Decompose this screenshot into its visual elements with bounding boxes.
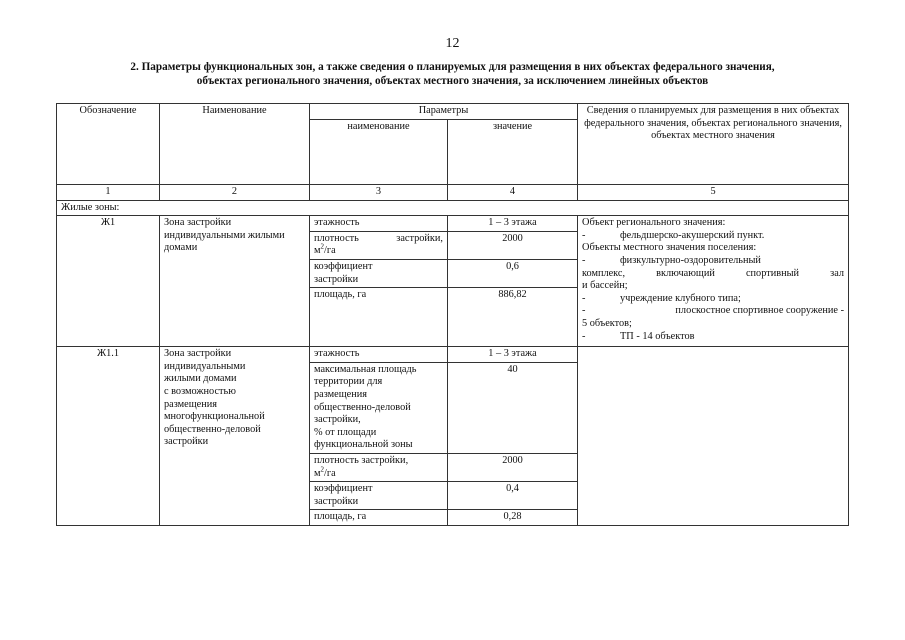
info-bullet: - учреждение клубного типа; [582,292,741,304]
heading-line-2: объектах регионального значения, объектах местного значения, за исключением линейных объектов [196,75,709,87]
param-name: площадь, га [310,288,448,347]
column-number: 3 [310,185,448,201]
page-number: 12 [445,36,460,51]
column-number: 5 [578,185,849,201]
zone-name: Зона застройки индивидуальными жилыми домами [160,216,310,347]
param-value: 1 – 3 этажа [448,216,578,232]
param-value: 0,28 [448,510,578,526]
header-info: Сведения о планируемых для размещения в них объектах федерального значения, объектах регионального значения, объектах местного значения [578,104,849,185]
heading-line-1: 2. Параметры функциональных зон, а также сведения о планируемых для размещения в них объектах федерального значения, [130,61,775,73]
zone-name: Зона застройки индивидуальными жилыми домами с возможностью размещения многофункциональной общественно-деловой застройки [160,347,310,526]
info-bullet: - ТП - 14 объектов [582,330,695,342]
zone-info [578,216,849,347]
info-line: 5 объектов; [582,317,632,329]
table-row [57,216,849,232]
header-designation: Обозначение [57,104,160,185]
info-bullet: - плоскостное спортивное сооружение - [582,305,845,317]
section-title: Жилые зоны: [57,200,849,216]
param-name: плотность застройки, $м^2/га$ [310,453,448,481]
local-title: Объекты местного значения поселения: [582,242,757,254]
param-value: 2000 [448,453,578,481]
param-value: 0,4 [448,482,578,510]
header-param-value: значение [448,120,578,185]
info-line: и бассейн; [582,280,628,292]
table-header-row [57,104,849,120]
param-name: площадь, га [310,510,448,526]
header-parameters: Параметры [310,104,578,120]
info-bullet: - физкультурно-оздоровительный [582,254,761,266]
param-value: 40 [448,362,578,453]
column-number: 1 [57,185,160,201]
param-name: коэффициент застройки [310,482,448,510]
param-name: этажность [310,347,448,363]
zone-info [578,347,849,526]
header-param-name: наименование [310,120,448,185]
column-number: 4 [448,185,578,201]
section-row [57,200,849,216]
zone-code: Ж1.1 [57,347,160,526]
param-value: 0,6 [448,259,578,287]
param-value: 886,82 [448,288,578,347]
info-bullet: - фельдшерско-акушерский пункт. [582,229,765,241]
info-justified-line: комплекс, включающий спортивный зал [582,267,844,279]
column-number-row [57,185,849,201]
param-name: этажность [310,216,448,232]
zone-code: Ж1 [57,216,160,347]
param-value: 2000 [448,231,578,259]
param-value: 1 – 3 этажа [448,347,578,363]
document-heading [40,60,865,88]
column-number: 2 [160,185,310,201]
regional-title: Объект регионального значения: [582,217,726,229]
param-name: максимальная площадь территории для размещения общественно-деловой застройки, % от площади функциональной зоны [310,362,448,453]
table-row [57,347,849,363]
header-name: Наименование [160,104,310,185]
parameters-table [56,103,849,526]
param-name: коэффициент застройки [310,259,448,287]
param-name: плотность застройки, $м^2/га$ [310,231,448,259]
